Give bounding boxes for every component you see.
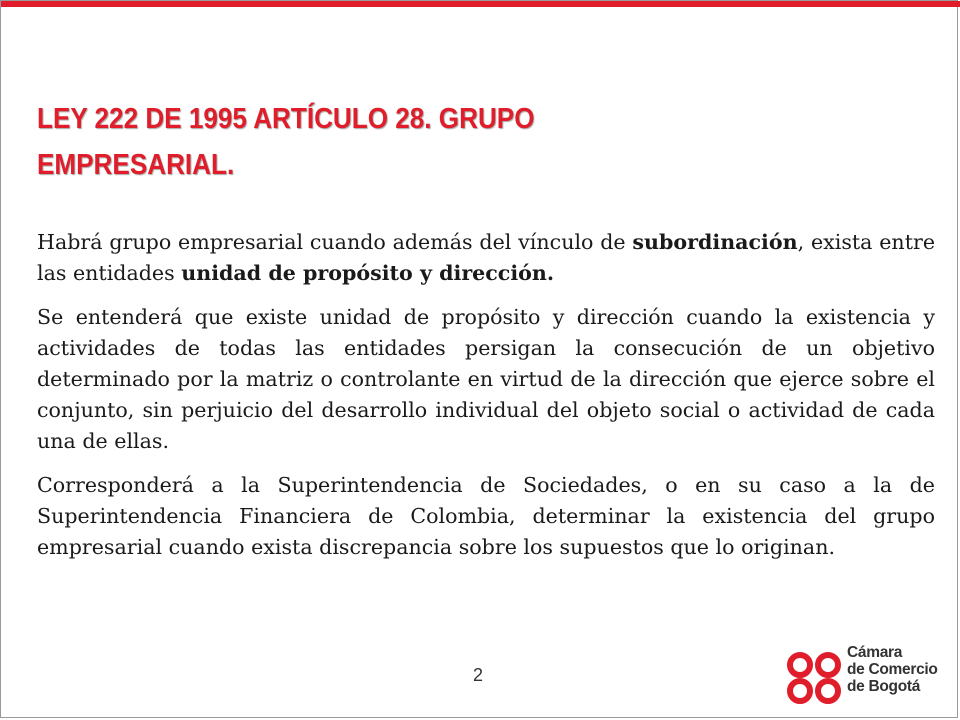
paragraph-1 bbox=[37, 227, 935, 289]
logo-text-line-2: de Comercio bbox=[847, 661, 938, 678]
paragraph-2: Se entenderá que existe unidad de propósito y dirección cuando la existencia y actividades de todas las entidades persigan la consecución de un objetivo determinado por la matriz o controlante en virtud de la dirección que ejerce sobre el conjunto, sin perjuicio del desarrollo individual del objeto social o actividad de cada una de ellas. bbox=[37, 305, 935, 453]
paragraph-1-bold-subordinacion: subordinación bbox=[632, 230, 798, 254]
logo-text-line-3: de Bogotá bbox=[847, 678, 921, 695]
paragraph-1-text-b: , exista entre las entidades bbox=[37, 230, 936, 285]
slide-title bbox=[37, 96, 667, 188]
paragraph-1-bold-unidad: unidad de propósito y dirección. bbox=[181, 261, 555, 285]
chamber-of-commerce-logo bbox=[783, 644, 953, 712]
top-accent-bar bbox=[1, 1, 960, 7]
paragraph-1-text-a: Habrá grupo empresarial cuando además del vínculo de bbox=[37, 230, 633, 254]
body-text bbox=[37, 227, 935, 576]
title-line-1: LEY 222 DE 1995 ARTÍCULO 28. GRUPO bbox=[37, 103, 535, 135]
logo-text bbox=[847, 644, 938, 695]
page-number: 2 bbox=[473, 665, 484, 685]
chamber-of-commerce-logo-icon bbox=[783, 650, 845, 706]
paragraph-3: Corresponderá a la Superintendencia de Sociedades, o en su caso a la de Superintendencia Financiera de Colombia, determinar la existencia del grupo empresarial cuando exista discrepancia sobre los supuestos que lo originan. bbox=[37, 473, 935, 559]
logo-text-line-1: Cámara bbox=[847, 644, 903, 661]
title-line-2: EMPRESARIAL. bbox=[37, 149, 235, 181]
